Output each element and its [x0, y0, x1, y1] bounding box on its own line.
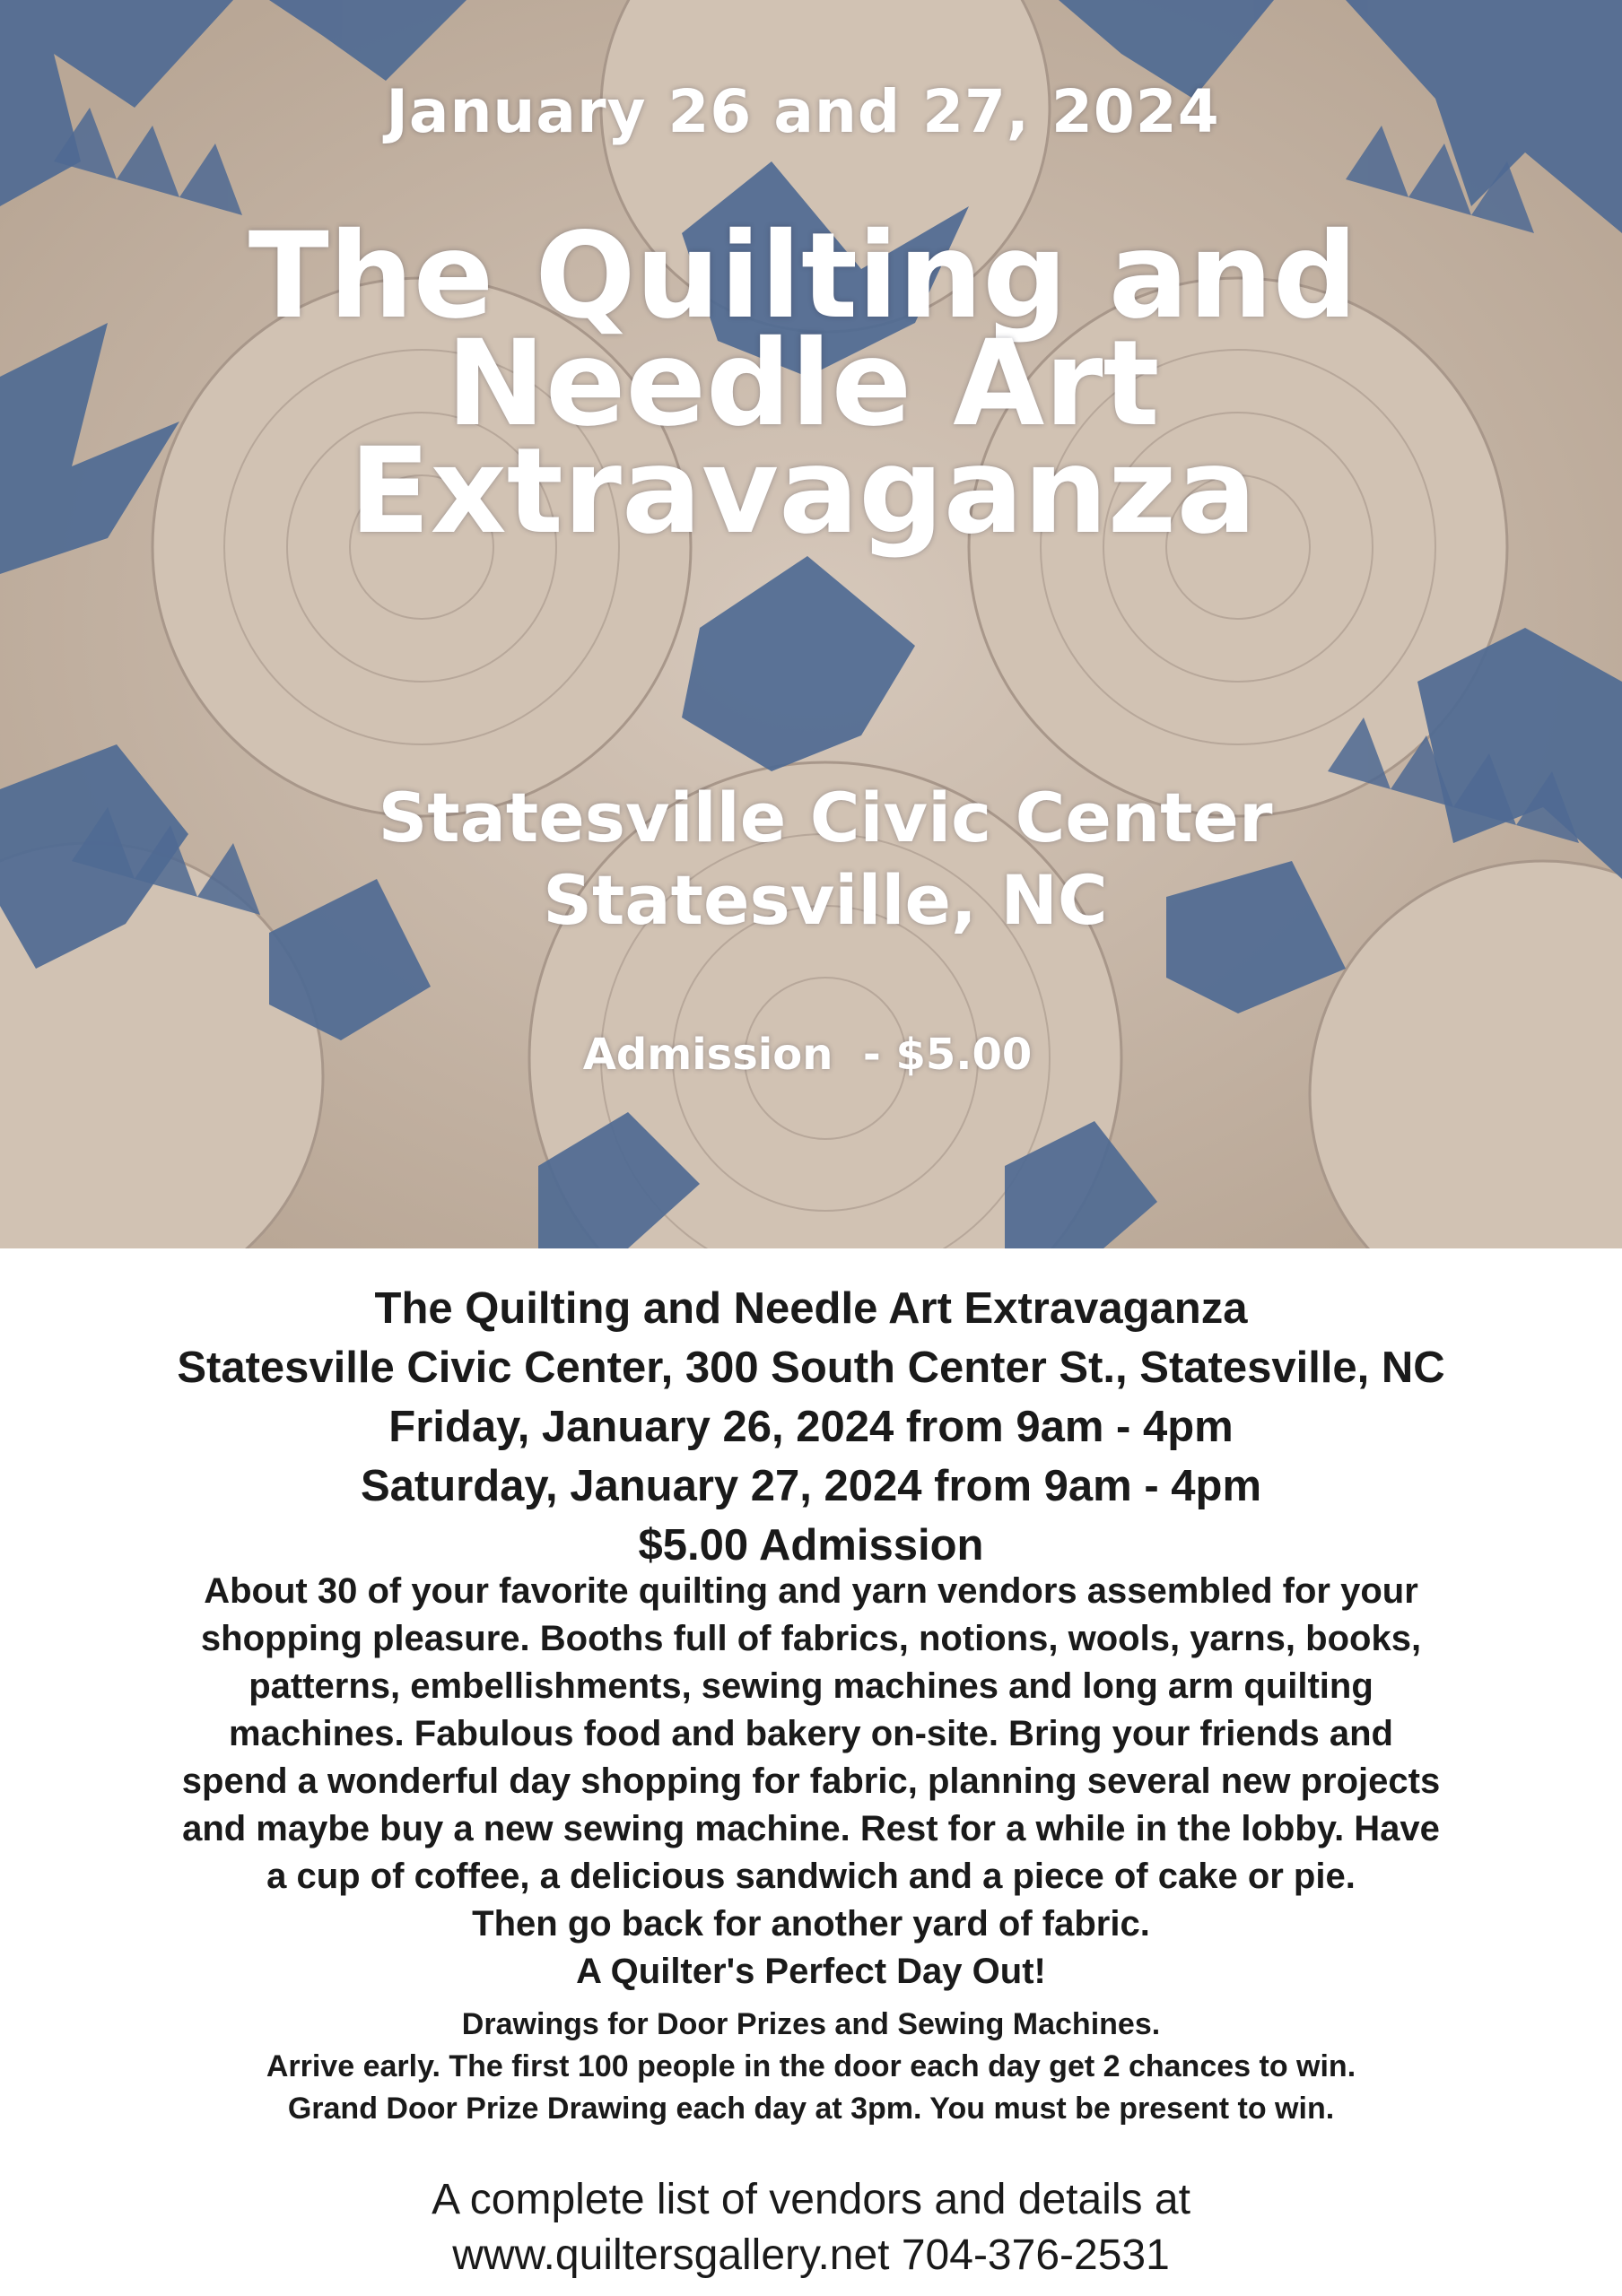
prize-line: Drawings for Door Prizes and Sewing Machines. [461, 2007, 1161, 2041]
admission-price: Admission - $5.00 [582, 1030, 1033, 1080]
details-address: Statesville Civic Center, 300 South Center St., Statesville, NC [177, 1344, 1445, 1392]
event-description [54, 1568, 1568, 1996]
description-line: machines. Fabulous food and bakery on-site. Bring your friends and [229, 1714, 1393, 1753]
vendor-contact-footer [0, 2172, 1622, 2283]
description-line: a cup of coffee, a delicious sandwich and a piece of cake or pie. [266, 1857, 1356, 1896]
event-date-heading: January 26 and 27, 2024 [386, 77, 1220, 146]
footer-line: A complete list of vendors and details at [432, 2176, 1190, 2223]
prize-drawing-info [54, 2004, 1568, 2130]
description-line: and maybe buy a new sewing machine. Rest for a while in the lobby. Have [182, 1809, 1440, 1848]
description-line: Then go back for another yard of fabric. [472, 1904, 1150, 1944]
event-details-section [0, 1248, 1622, 2296]
event-details-header [0, 1279, 1622, 1575]
tagline: A Quilter's Perfect Day Out! [576, 1952, 1046, 1991]
event-title-line: The Quilting and [248, 207, 1358, 345]
website-and-phone[interactable]: www.quiltersgallery.net 704-376-2531 [452, 2231, 1170, 2279]
details-title: The Quilting and Needle Art Extravaganza [374, 1284, 1248, 1333]
event-title [161, 207, 1444, 561]
venue-heading [269, 777, 1382, 942]
details-friday-hours: Friday, January 26, 2024 from 9am - 4pm [388, 1403, 1234, 1451]
description-line: shopping pleasure. Booths full of fabrics, notions, wools, yarns, books, [200, 1619, 1422, 1658]
event-title-line: Extravaganza [349, 422, 1257, 561]
venue-name: Statesville Civic Center [378, 778, 1273, 857]
prize-line: Grand Door Prize Drawing each day at 3pm. You must be present to win. [287, 2092, 1335, 2126]
description-line: spend a wonderful day shopping for fabric, planning several new projects [181, 1761, 1441, 1801]
description-line: About 30 of your favorite quilting and yarn vendors assembled for your [204, 1571, 1418, 1611]
prize-line: Arrive early. The first 100 people in the door each day get 2 chances to win. [266, 2049, 1356, 2083]
venue-city: Statesville, NC [543, 860, 1108, 940]
details-saturday-hours: Saturday, January 27, 2024 from 9am - 4pm [360, 1462, 1262, 1510]
details-admission: $5.00 Admission [638, 1521, 984, 1570]
description-line: patterns, embellishments, sewing machines and long arm quilting [249, 1666, 1373, 1706]
event-title-line: Needle Art [446, 315, 1160, 453]
